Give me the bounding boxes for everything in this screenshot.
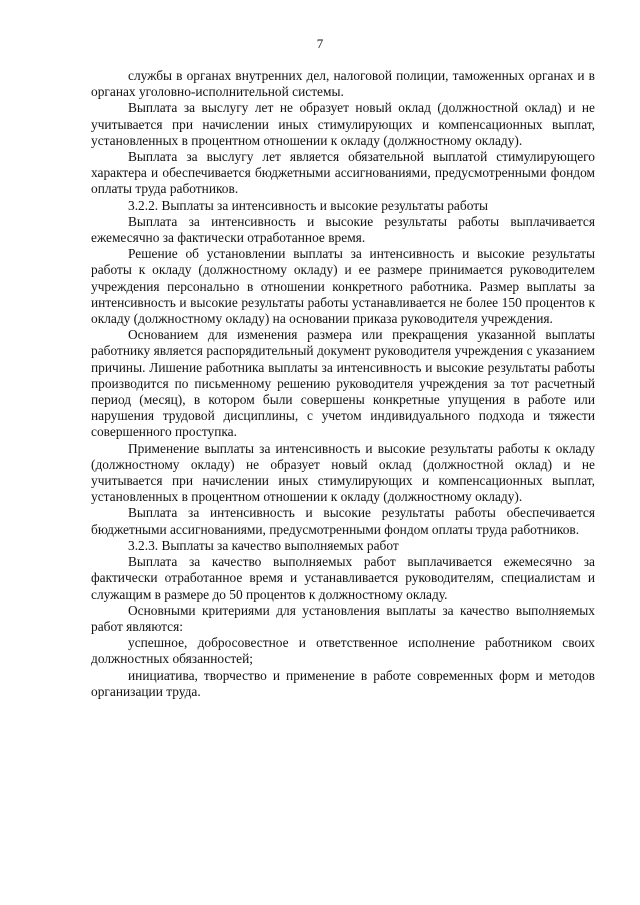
- section-heading-3-2-2: 3.2.2. Выплаты за интенсивность и высокие результаты работы: [128, 197, 489, 213]
- document-body: [91, 68, 595, 700]
- paragraph-service-organs: службы в органах внутренних дел, налоговой полиции, таможенных органах и в органах уголовно-исполнительной системы.: [91, 68, 595, 100]
- paragraph-intensity-decision: Решение об установлении выплаты за интенсивность и высокие результаты работы к окладу (должностному окладу) и ее размере принимается руководителем учреждения персонально в отношении конкретного работника. Размер выплаты за интенсивность и высокие результаты работы устанавливается не более 150 процентов к окладу (должностному окладу) на основании приказа руководителя учреждения.: [91, 246, 595, 327]
- paragraph-intensity-funding: Выплата за интенсивность и высокие результаты работы обеспечивается бюджетными ассигнованиями, предусмотренными фондом оплаты труда работников.: [91, 505, 595, 537]
- paragraph-criterion-duties: успешное, добросовестное и ответственное исполнение работником своих должностных обязанностей;: [91, 635, 595, 667]
- section-heading-3-2-3: 3.2.3. Выплаты за качество выполняемых работ: [128, 537, 399, 553]
- paragraph-criterion-initiative: инициатива, творчество и применение в работе современных форм и методов организации труда.: [91, 667, 595, 699]
- paragraph-seniority-no-new-salary: Выплата за выслугу лет не образует новый оклад (должностной оклад) и не учитывается при начислении иных стимулирующих и компенсационных выплат, установленных в процентном отношении к окладу (должностному окладу).: [91, 100, 595, 148]
- paragraph-quality-monthly: Выплата за качество выполняемых работ выплачивается ежемесячно за фактически отработанное время и устанавливается руководителям, специалистам и служащим в размере до 50 процентов к должностному окладу.: [91, 554, 595, 602]
- paragraph-quality-criteria: Основными критериями для установления выплаты за качество выполняемых работ являются:: [91, 602, 595, 634]
- page-number: 7: [316, 36, 324, 51]
- paragraph-intensity-no-new-salary: Применение выплаты за интенсивность и высокие результаты работы к окладу (должностному окладу) не образует новый оклад (должностной оклад) и не учитывается при начислении иных стимулирующих и компенсационных выплат, установленных в процентном отношении к окладу (должностному окладу).: [91, 440, 595, 505]
- paragraph-seniority-mandatory: Выплата за выслугу лет является обязательной выплатой стимулирующего характера и обеспечивается бюджетными ассигнованиями, предусмотренными фондом оплаты труда работников.: [91, 149, 595, 197]
- paragraph-intensity-change-basis: Основанием для изменения размера или прекращения указанной выплаты работнику является распорядительный документ руководителя учреждения с указанием причины. Лишение работника выплаты за интенсивность и высокие результаты работы производится по письменному решению руководителя учреждения за тот расчетный период (месяц), в котором были совершены конкретные упущения в работе или нарушения трудовой дисциплины, с учетом индивидуального подхода и тяжести совершенного проступка.: [91, 327, 595, 440]
- paragraph-intensity-monthly: Выплата за интенсивность и высокие результаты работы выплачивается ежемесячно за фактически отработанное время.: [91, 213, 595, 246]
